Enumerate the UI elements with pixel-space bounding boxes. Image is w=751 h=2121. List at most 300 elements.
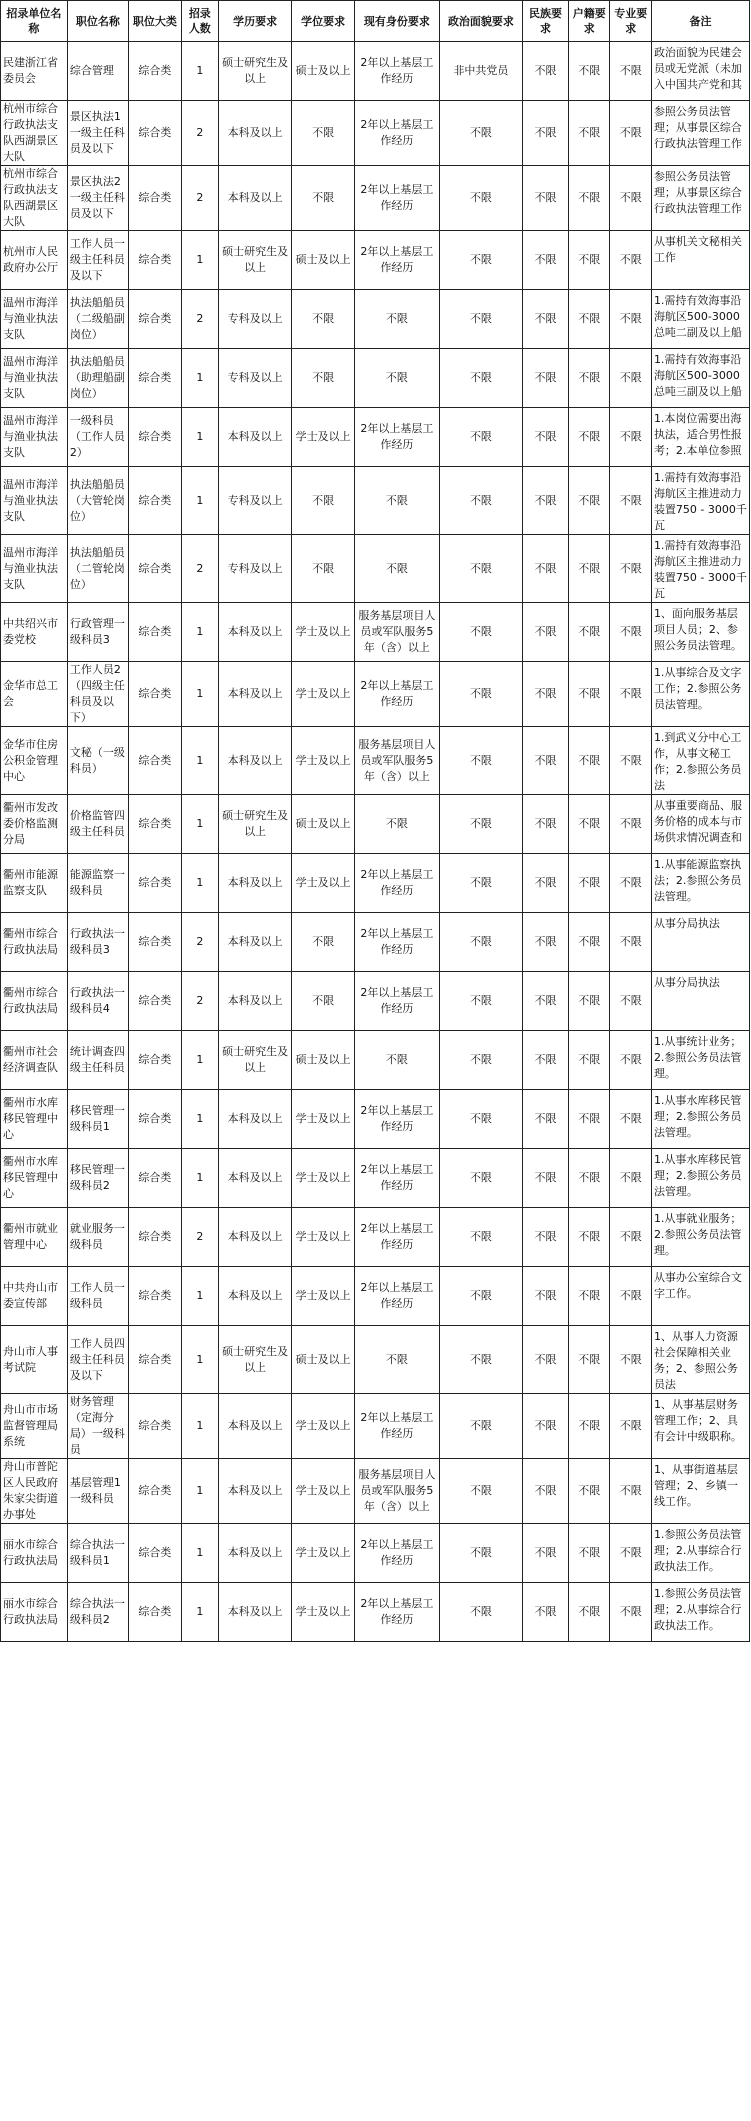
education-cell: 本科及以上 [218, 1149, 292, 1208]
education-cell: 硕士研究生及以上 [218, 1326, 292, 1394]
hukou-cell: 不限 [569, 603, 610, 662]
major-cell: 不限 [610, 1524, 651, 1583]
category-cell: 综合类 [128, 1394, 181, 1459]
degree-cell: 硕士及以上 [292, 1031, 354, 1090]
category-cell: 综合类 [128, 101, 181, 166]
headcount-cell: 1 [181, 231, 218, 290]
hukou-cell: 不限 [569, 1031, 610, 1090]
hukou-cell: 不限 [569, 972, 610, 1031]
identity-cell: 不限 [354, 349, 439, 408]
note-cell [651, 1394, 749, 1459]
position-name-cell: 能源监察一级科员 [67, 854, 128, 913]
note-cell [651, 1149, 749, 1208]
hukou-cell: 不限 [569, 101, 610, 166]
major-cell: 不限 [610, 1090, 651, 1149]
hukou-cell: 不限 [569, 1459, 610, 1524]
unit-name-cell: 衢州市水库移民管理中心 [1, 1149, 68, 1208]
position-name-cell: 景区执法1一级主任科员及以下 [67, 101, 128, 166]
degree-cell: 学士及以上 [292, 408, 354, 467]
headcount-cell: 2 [181, 1208, 218, 1267]
ethnicity-cell: 不限 [522, 1583, 568, 1642]
category-cell: 综合类 [128, 972, 181, 1031]
education-cell: 专科及以上 [218, 349, 292, 408]
education-cell: 本科及以上 [218, 1090, 292, 1149]
column-header: 招录人数 [181, 1, 218, 42]
category-cell: 综合类 [128, 1031, 181, 1090]
political-status-cell: 不限 [439, 231, 522, 290]
ethnicity-cell: 不限 [522, 408, 568, 467]
hukou-cell: 不限 [569, 1524, 610, 1583]
political-status-cell: 不限 [439, 349, 522, 408]
education-cell: 硕士研究生及以上 [218, 795, 292, 854]
hukou-cell: 不限 [569, 913, 610, 972]
position-name-cell: 执法船船员（二级船副岗位） [67, 290, 128, 349]
unit-name-cell: 衢州市社会经济调查队 [1, 1031, 68, 1090]
note-text: 1.到武义分中心工作，从事文秘工作；2.参照公务员法 [653, 731, 742, 792]
ethnicity-cell: 不限 [522, 1326, 568, 1394]
headcount-cell: 2 [181, 913, 218, 972]
hukou-cell: 不限 [569, 535, 610, 603]
ethnicity-cell: 不限 [522, 1267, 568, 1326]
education-cell: 专科及以上 [218, 290, 292, 349]
identity-cell: 不限 [354, 1031, 439, 1090]
hukou-cell: 不限 [569, 166, 610, 231]
position-name-cell: 工作人员2（四级主任科员及以下） [67, 662, 128, 727]
major-cell: 不限 [610, 231, 651, 290]
note-cell [651, 349, 749, 408]
unit-name-cell: 温州市海洋与渔业执法支队 [1, 349, 68, 408]
identity-cell: 2年以上基层工作经历 [354, 972, 439, 1031]
table-row [1, 854, 750, 913]
category-cell: 综合类 [128, 913, 181, 972]
education-cell: 本科及以上 [218, 972, 292, 1031]
major-cell: 不限 [610, 662, 651, 727]
headcount-cell: 1 [181, 727, 218, 795]
category-cell: 综合类 [128, 166, 181, 231]
hukou-cell: 不限 [569, 1208, 610, 1267]
degree-cell: 硕士及以上 [292, 795, 354, 854]
table-row [1, 1583, 750, 1642]
degree-cell: 不限 [292, 467, 354, 535]
unit-name-cell: 温州市海洋与渔业执法支队 [1, 290, 68, 349]
note-text: 从事分局执法 [653, 976, 720, 989]
table-row [1, 1208, 750, 1267]
position-name-cell: 就业服务一级科员 [67, 1208, 128, 1267]
position-name-cell: 综合管理 [67, 42, 128, 101]
note-cell [651, 1583, 749, 1642]
identity-cell: 2年以上基层工作经历 [354, 231, 439, 290]
category-cell: 综合类 [128, 231, 181, 290]
ethnicity-cell: 不限 [522, 1031, 568, 1090]
position-name-cell: 行政执法一级科员4 [67, 972, 128, 1031]
ethnicity-cell: 不限 [522, 1208, 568, 1267]
headcount-cell: 1 [181, 1267, 218, 1326]
position-name-cell: 工作人员四级主任科员及以下 [67, 1326, 128, 1394]
major-cell: 不限 [610, 535, 651, 603]
identity-cell: 2年以上基层工作经历 [354, 1267, 439, 1326]
headcount-cell: 1 [181, 1524, 218, 1583]
position-name-cell: 移民管理一级科员1 [67, 1090, 128, 1149]
headcount-cell: 1 [181, 795, 218, 854]
note-cell [651, 1208, 749, 1267]
note-cell [651, 603, 749, 662]
degree-cell: 不限 [292, 101, 354, 166]
headcount-cell: 1 [181, 467, 218, 535]
major-cell: 不限 [610, 166, 651, 231]
education-cell: 本科及以上 [218, 101, 292, 166]
note-text: 从事重要商品、服务价格的成本与市场供求情况调查和 [653, 799, 742, 844]
political-status-cell: 不限 [439, 166, 522, 231]
note-text: 1.从事统计业务；2.参照公务员法管理。 [653, 1035, 742, 1080]
table-row [1, 1149, 750, 1208]
column-header: 现有身份要求 [354, 1, 439, 42]
degree-cell: 学士及以上 [292, 1583, 354, 1642]
political-status-cell: 不限 [439, 795, 522, 854]
education-cell: 专科及以上 [218, 467, 292, 535]
hukou-cell: 不限 [569, 408, 610, 467]
major-cell: 不限 [610, 1459, 651, 1524]
note-cell [651, 1267, 749, 1326]
education-cell: 硕士研究生及以上 [218, 231, 292, 290]
hukou-cell: 不限 [569, 1394, 610, 1459]
position-name-cell: 价格监管四级主任科员 [67, 795, 128, 854]
political-status-cell: 非中共党员 [439, 42, 522, 101]
major-cell: 不限 [610, 1394, 651, 1459]
hukou-cell: 不限 [569, 1149, 610, 1208]
identity-cell: 不限 [354, 290, 439, 349]
column-header: 招录单位名称 [1, 1, 68, 42]
political-status-cell: 不限 [439, 1208, 522, 1267]
major-cell: 不限 [610, 1267, 651, 1326]
column-header: 学位要求 [292, 1, 354, 42]
unit-name-cell: 温州市海洋与渔业执法支队 [1, 535, 68, 603]
unit-name-cell: 丽水市综合行政执法局 [1, 1583, 68, 1642]
hukou-cell: 不限 [569, 349, 610, 408]
education-cell: 本科及以上 [218, 662, 292, 727]
degree-cell: 学士及以上 [292, 603, 354, 662]
category-cell: 综合类 [128, 290, 181, 349]
column-header: 民族要求 [522, 1, 568, 42]
table-row [1, 467, 750, 535]
political-status-cell: 不限 [439, 913, 522, 972]
note-cell [651, 1524, 749, 1583]
ethnicity-cell: 不限 [522, 1394, 568, 1459]
major-cell: 不限 [610, 913, 651, 972]
major-cell: 不限 [610, 101, 651, 166]
ethnicity-cell: 不限 [522, 290, 568, 349]
table-header-row [1, 1, 750, 42]
note-cell [651, 42, 749, 101]
category-cell: 综合类 [128, 603, 181, 662]
position-name-cell: 文秘（一级科员） [67, 727, 128, 795]
degree-cell: 不限 [292, 290, 354, 349]
table-row [1, 42, 750, 101]
table-row [1, 231, 750, 290]
political-status-cell: 不限 [439, 972, 522, 1031]
identity-cell: 2年以上基层工作经历 [354, 913, 439, 972]
table-row [1, 1394, 750, 1459]
note-text: 1.需持有效海事沿海航区500-3000总吨三副及以上船 [653, 353, 742, 398]
major-cell: 不限 [610, 795, 651, 854]
note-cell [651, 662, 749, 727]
note-cell [651, 408, 749, 467]
education-cell: 本科及以上 [218, 1394, 292, 1459]
identity-cell: 2年以上基层工作经历 [354, 408, 439, 467]
degree-cell: 硕士及以上 [292, 42, 354, 101]
ethnicity-cell: 不限 [522, 1090, 568, 1149]
note-text: 1.需持有效海事沿海航区500-3000总吨二副及以上船 [653, 294, 742, 339]
identity-cell: 2年以上基层工作经历 [354, 662, 439, 727]
unit-name-cell: 温州市海洋与渔业执法支队 [1, 467, 68, 535]
identity-cell: 2年以上基层工作经历 [354, 1583, 439, 1642]
ethnicity-cell: 不限 [522, 166, 568, 231]
column-header: 政治面貌要求 [439, 1, 522, 42]
headcount-cell: 1 [181, 42, 218, 101]
unit-name-cell: 金华市住房公积金管理中心 [1, 727, 68, 795]
identity-cell: 2年以上基层工作经历 [354, 1149, 439, 1208]
unit-name-cell: 舟山市普陀区人民政府朱家尖街道办事处 [1, 1459, 68, 1524]
education-cell: 本科及以上 [218, 913, 292, 972]
category-cell: 综合类 [128, 1583, 181, 1642]
political-status-cell: 不限 [439, 727, 522, 795]
table-row [1, 662, 750, 727]
category-cell: 综合类 [128, 1267, 181, 1326]
political-status-cell: 不限 [439, 535, 522, 603]
category-cell: 综合类 [128, 467, 181, 535]
degree-cell: 学士及以上 [292, 1208, 354, 1267]
political-status-cell: 不限 [439, 1394, 522, 1459]
unit-name-cell: 杭州市综合行政执法支队西湖景区大队 [1, 101, 68, 166]
identity-cell: 服务基层项目人员或军队服务5年（含）以上 [354, 1459, 439, 1524]
column-header: 备注 [651, 1, 749, 42]
major-cell: 不限 [610, 408, 651, 467]
note-text: 1.从事综合及文字工作；2.参照公务员法管理。 [653, 666, 742, 711]
note-text: 参照公务员法管理；从事景区综合行政执法管理工作 [653, 170, 742, 215]
column-header: 职位大类 [128, 1, 181, 42]
note-cell [651, 1326, 749, 1394]
column-header: 户籍要求 [569, 1, 610, 42]
column-header: 职位名称 [67, 1, 128, 42]
note-cell [651, 535, 749, 603]
unit-name-cell: 杭州市人民政府办公厅 [1, 231, 68, 290]
degree-cell: 学士及以上 [292, 1267, 354, 1326]
major-cell: 不限 [610, 1326, 651, 1394]
major-cell: 不限 [610, 1583, 651, 1642]
hukou-cell: 不限 [569, 662, 610, 727]
major-cell: 不限 [610, 854, 651, 913]
note-text: 1.从事就业服务；2.参照公务员法管理。 [653, 1212, 742, 1257]
note-cell [651, 166, 749, 231]
identity-cell: 服务基层项目人员或军队服务5年（含）以上 [354, 603, 439, 662]
note-text: 1、从事人力资源社会保障相关业务；2、参照公务员法 [653, 1330, 738, 1391]
hukou-cell: 不限 [569, 42, 610, 101]
note-text: 1.需持有效海事沿海航区主推进动力装置750 - 3000千瓦 [653, 471, 747, 532]
education-cell: 本科及以上 [218, 1267, 292, 1326]
education-cell: 本科及以上 [218, 727, 292, 795]
ethnicity-cell: 不限 [522, 1524, 568, 1583]
note-cell [651, 795, 749, 854]
hukou-cell: 不限 [569, 467, 610, 535]
headcount-cell: 1 [181, 1149, 218, 1208]
major-cell: 不限 [610, 1208, 651, 1267]
unit-name-cell: 丽水市综合行政执法局 [1, 1524, 68, 1583]
note-text: 1、从事街道基层管理；2、乡镇一线工作。 [653, 1463, 738, 1508]
category-cell: 综合类 [128, 1459, 181, 1524]
ethnicity-cell: 不限 [522, 535, 568, 603]
category-cell: 综合类 [128, 1090, 181, 1149]
degree-cell: 硕士及以上 [292, 231, 354, 290]
education-cell: 硕士研究生及以上 [218, 42, 292, 101]
unit-name-cell: 杭州市综合行政执法支队西湖景区大队 [1, 166, 68, 231]
category-cell: 综合类 [128, 1524, 181, 1583]
category-cell: 综合类 [128, 408, 181, 467]
position-name-cell: 景区执法2一级主任科员及以下 [67, 166, 128, 231]
headcount-cell: 1 [181, 1031, 218, 1090]
position-name-cell: 行政执法一级科员3 [67, 913, 128, 972]
table-row [1, 408, 750, 467]
unit-name-cell: 衢州市水库移民管理中心 [1, 1090, 68, 1149]
identity-cell: 服务基层项目人员或军队服务5年（含）以上 [354, 727, 439, 795]
major-cell: 不限 [610, 42, 651, 101]
degree-cell: 学士及以上 [292, 1090, 354, 1149]
table-row [1, 1326, 750, 1394]
degree-cell: 不限 [292, 972, 354, 1031]
category-cell: 综合类 [128, 854, 181, 913]
note-text: 1.参照公务员法管理；2.从事综合行政执法工作。 [653, 1528, 742, 1573]
note-cell [651, 1090, 749, 1149]
category-cell: 综合类 [128, 795, 181, 854]
unit-name-cell: 中共绍兴市委党校 [1, 603, 68, 662]
ethnicity-cell: 不限 [522, 467, 568, 535]
degree-cell: 学士及以上 [292, 727, 354, 795]
table-row [1, 913, 750, 972]
hukou-cell: 不限 [569, 1267, 610, 1326]
note-text: 1、从事基层财务管理工作；2、具有会计中级职称。 [653, 1398, 742, 1443]
identity-cell: 2年以上基层工作经历 [354, 854, 439, 913]
table-row [1, 535, 750, 603]
position-name-cell: 统计调查四级主任科员 [67, 1031, 128, 1090]
ethnicity-cell: 不限 [522, 101, 568, 166]
political-status-cell: 不限 [439, 1149, 522, 1208]
headcount-cell: 2 [181, 535, 218, 603]
hukou-cell: 不限 [569, 795, 610, 854]
degree-cell: 不限 [292, 535, 354, 603]
major-cell: 不限 [610, 727, 651, 795]
political-status-cell: 不限 [439, 408, 522, 467]
identity-cell: 2年以上基层工作经历 [354, 1090, 439, 1149]
degree-cell: 学士及以上 [292, 1394, 354, 1459]
unit-name-cell: 衢州市就业管理中心 [1, 1208, 68, 1267]
ethnicity-cell: 不限 [522, 854, 568, 913]
ethnicity-cell: 不限 [522, 795, 568, 854]
table-row [1, 349, 750, 408]
ethnicity-cell: 不限 [522, 1459, 568, 1524]
identity-cell: 2年以上基层工作经历 [354, 42, 439, 101]
education-cell: 本科及以上 [218, 166, 292, 231]
hukou-cell: 不限 [569, 1583, 610, 1642]
unit-name-cell: 衢州市能源监察支队 [1, 854, 68, 913]
unit-name-cell: 民建浙江省委员会 [1, 42, 68, 101]
education-cell: 本科及以上 [218, 1524, 292, 1583]
major-cell: 不限 [610, 603, 651, 662]
degree-cell: 不限 [292, 349, 354, 408]
political-status-cell: 不限 [439, 1524, 522, 1583]
degree-cell: 学士及以上 [292, 1459, 354, 1524]
note-cell [651, 1459, 749, 1524]
hukou-cell: 不限 [569, 1326, 610, 1394]
unit-name-cell: 舟山市市场监督管理局系统 [1, 1394, 68, 1459]
political-status-cell: 不限 [439, 1459, 522, 1524]
note-text: 从事办公室综合文字工作。 [653, 1271, 742, 1300]
unit-name-cell: 温州市海洋与渔业执法支队 [1, 408, 68, 467]
identity-cell: 2年以上基层工作经历 [354, 166, 439, 231]
table-row [1, 166, 750, 231]
position-name-cell: 工作人员一级主任科员及以下 [67, 231, 128, 290]
position-name-cell: 执法船船员（助理船副岗位） [67, 349, 128, 408]
ethnicity-cell: 不限 [522, 42, 568, 101]
ethnicity-cell: 不限 [522, 972, 568, 1031]
unit-name-cell: 衢州市综合行政执法局 [1, 972, 68, 1031]
identity-cell: 不限 [354, 535, 439, 603]
education-cell: 本科及以上 [218, 408, 292, 467]
major-cell: 不限 [610, 1031, 651, 1090]
note-text: 1.需持有效海事沿海航区主推进动力装置750 - 3000千瓦 [653, 539, 747, 600]
political-status-cell: 不限 [439, 1583, 522, 1642]
headcount-cell: 1 [181, 408, 218, 467]
identity-cell: 2年以上基层工作经历 [354, 101, 439, 166]
position-name-cell: 工作人员一级科员 [67, 1267, 128, 1326]
category-cell: 综合类 [128, 1326, 181, 1394]
table-body [1, 42, 750, 1642]
note-text: 1.从事水库移民管理；2.参照公务员法管理。 [653, 1153, 742, 1198]
identity-cell: 不限 [354, 467, 439, 535]
headcount-cell: 1 [181, 1394, 218, 1459]
table-row [1, 727, 750, 795]
unit-name-cell: 中共舟山市委宣传部 [1, 1267, 68, 1326]
degree-cell: 不限 [292, 913, 354, 972]
identity-cell: 2年以上基层工作经历 [354, 1208, 439, 1267]
headcount-cell: 1 [181, 1459, 218, 1524]
political-status-cell: 不限 [439, 101, 522, 166]
table-row [1, 290, 750, 349]
identity-cell: 2年以上基层工作经历 [354, 1394, 439, 1459]
position-name-cell: 移民管理一级科员2 [67, 1149, 128, 1208]
education-cell: 专科及以上 [218, 535, 292, 603]
note-text: 1、面向服务基层项目人员；2、参照公务员法管理。 [653, 607, 742, 652]
political-status-cell: 不限 [439, 854, 522, 913]
ethnicity-cell: 不限 [522, 727, 568, 795]
degree-cell: 学士及以上 [292, 854, 354, 913]
degree-cell: 学士及以上 [292, 1524, 354, 1583]
category-cell: 综合类 [128, 1208, 181, 1267]
degree-cell: 学士及以上 [292, 662, 354, 727]
political-status-cell: 不限 [439, 1267, 522, 1326]
hukou-cell: 不限 [569, 290, 610, 349]
position-name-cell: 综合执法一级科员1 [67, 1524, 128, 1583]
position-name-cell: 财务管理（定海分局）一级科员 [67, 1394, 128, 1459]
table-row [1, 1031, 750, 1090]
table-row [1, 972, 750, 1031]
degree-cell: 硕士及以上 [292, 1326, 354, 1394]
headcount-cell: 1 [181, 603, 218, 662]
column-header: 专业要求 [610, 1, 651, 42]
table-row [1, 1090, 750, 1149]
headcount-cell: 1 [181, 662, 218, 727]
category-cell: 综合类 [128, 1149, 181, 1208]
headcount-cell: 1 [181, 1326, 218, 1394]
unit-name-cell: 衢州市综合行政执法局 [1, 913, 68, 972]
hukou-cell: 不限 [569, 727, 610, 795]
